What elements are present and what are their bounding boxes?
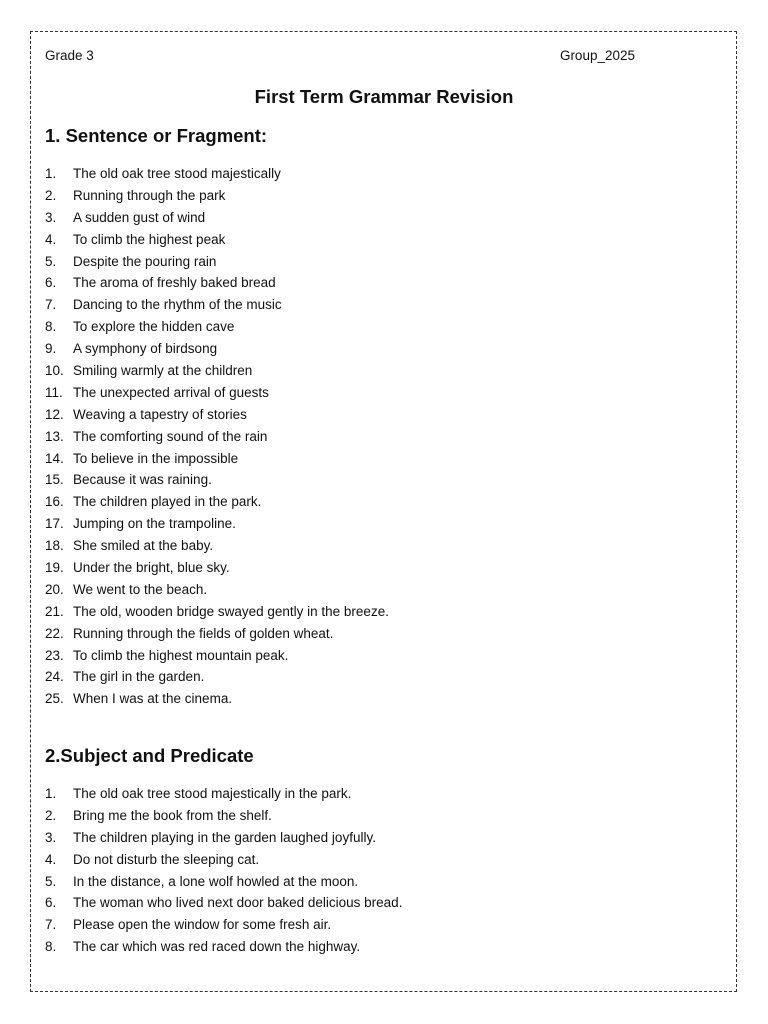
list-item <box>45 892 402 914</box>
item-number: 25. <box>45 691 64 707</box>
item-text: We went to the beach. <box>73 581 208 597</box>
item-text: Dancing to the rhythm of the music <box>73 297 282 313</box>
list-item <box>45 557 389 579</box>
item-text: To climb the highest peak <box>73 231 226 247</box>
item-text: Weaving a tapestry of stories <box>73 406 247 422</box>
item-number: 19. <box>45 560 64 576</box>
header-row <box>45 48 635 66</box>
item-number: 5. <box>45 873 57 889</box>
list-item <box>45 360 389 382</box>
item-text: Bring me the book from the shelf. <box>73 807 272 823</box>
list-item <box>45 316 389 338</box>
list-item <box>45 805 402 827</box>
item-number: 17. <box>45 516 64 532</box>
item-text: Running through the park <box>73 187 226 203</box>
item-text: A symphony of birdsong <box>73 341 218 357</box>
group-label: Group_2025 <box>559 48 635 63</box>
list-item <box>45 251 389 273</box>
item-text: Under the bright, blue sky. <box>73 560 230 576</box>
item-text: The woman who lived next door baked delicious bread. <box>73 895 403 911</box>
list-item <box>45 783 402 805</box>
item-number: 7. <box>45 917 57 933</box>
item-text: Smiling warmly at the children <box>73 363 253 379</box>
item-text: She smiled at the baby. <box>73 538 214 554</box>
item-text: The unexpected arrival of guests <box>73 384 269 400</box>
item-number: 6. <box>45 275 57 291</box>
item-text: In the distance, a lone wolf howled at the moon. <box>73 873 359 889</box>
list-item <box>45 849 402 871</box>
list-item <box>45 338 389 360</box>
item-text: To believe in the impossible <box>73 450 239 466</box>
list-item <box>45 163 389 185</box>
item-text: Do not disturb the sleeping cat. <box>73 851 260 867</box>
item-number: 20. <box>45 581 64 597</box>
list-item <box>45 491 389 513</box>
subject-and-predicate-list <box>45 783 402 958</box>
list-item <box>45 426 389 448</box>
list-item <box>45 513 389 535</box>
item-text: The car which was red raced down the highway. <box>73 939 361 955</box>
item-number: 8. <box>45 939 57 955</box>
list-item <box>45 229 389 251</box>
item-text: To climb the highest mountain peak. <box>73 647 289 663</box>
item-number: 13. <box>45 428 64 444</box>
item-text: A sudden gust of wind <box>73 209 206 225</box>
list-item <box>45 207 389 229</box>
item-number: 5. <box>45 253 57 269</box>
item-number: 10. <box>45 363 64 379</box>
item-text: The aroma of freshly baked bread <box>73 275 276 291</box>
item-text: The children played in the park. <box>73 494 262 510</box>
item-text: The girl in the garden. <box>73 669 205 685</box>
item-text: Jumping on the trampoline. <box>73 516 236 532</box>
item-number: 6. <box>45 895 57 911</box>
list-item <box>45 185 389 207</box>
item-text: Running through the fields of golden wheat. <box>73 625 334 641</box>
list-item <box>45 404 389 426</box>
item-text: The old, wooden bridge swayed gently in the breeze. <box>73 603 389 619</box>
item-number: 1. <box>45 786 57 801</box>
item-text: Please open the window for some fresh air. <box>73 917 332 933</box>
list-item <box>45 623 389 645</box>
list-item <box>45 871 402 893</box>
item-number: 3. <box>45 829 57 845</box>
item-number: 21. <box>45 603 64 619</box>
item-number: 3. <box>45 209 57 225</box>
section-title-subject-and-predicate: 2.Subject and Predicate <box>45 745 254 766</box>
item-text: When I was at the cinema. <box>73 691 233 707</box>
list-item <box>45 936 402 958</box>
item-text: The old oak tree stood majestically in the park. <box>73 786 352 801</box>
list-item <box>45 914 402 936</box>
item-text: Because it was raining. <box>73 472 212 488</box>
section-title-sentence-or-fragment: 1. Sentence or Fragment: <box>45 125 268 146</box>
item-text: Despite the pouring rain <box>73 253 217 269</box>
list-item <box>45 448 389 470</box>
item-text: The comforting sound of the rain <box>73 428 268 444</box>
list-item <box>45 645 389 667</box>
document-title: First Term Grammar Revision <box>254 86 514 107</box>
item-number: 2. <box>45 807 57 823</box>
list-item <box>45 294 389 316</box>
item-text: To explore the hidden cave <box>73 319 235 335</box>
item-number: 7. <box>45 297 57 313</box>
sentence-or-fragment-list <box>45 163 389 710</box>
list-item <box>45 601 389 623</box>
item-number: 16. <box>45 494 64 510</box>
item-number: 23. <box>45 647 64 663</box>
item-number: 4. <box>45 851 57 867</box>
list-item <box>45 382 389 404</box>
item-number: 9. <box>45 341 57 357</box>
item-text: The children playing in the garden laughed joyfully. <box>73 829 376 845</box>
grade-label: Grade 3 <box>45 48 94 63</box>
item-number: 2. <box>45 187 57 203</box>
list-item <box>45 535 389 557</box>
item-number: 12. <box>45 406 64 422</box>
item-text: The old oak tree stood majestically <box>73 166 281 181</box>
list-item <box>45 688 389 710</box>
item-number: 8. <box>45 319 57 335</box>
list-item <box>45 666 389 688</box>
list-item <box>45 469 389 491</box>
list-item <box>45 827 402 849</box>
item-number: 15. <box>45 472 64 488</box>
item-number: 24. <box>45 669 64 685</box>
list-item <box>45 579 389 601</box>
item-number: 11. <box>45 384 63 400</box>
item-number: 1. <box>45 166 57 181</box>
item-number: 22. <box>45 625 64 641</box>
list-item <box>45 272 389 294</box>
item-number: 4. <box>45 231 57 247</box>
item-number: 18. <box>45 538 64 554</box>
item-number: 14. <box>45 450 64 466</box>
